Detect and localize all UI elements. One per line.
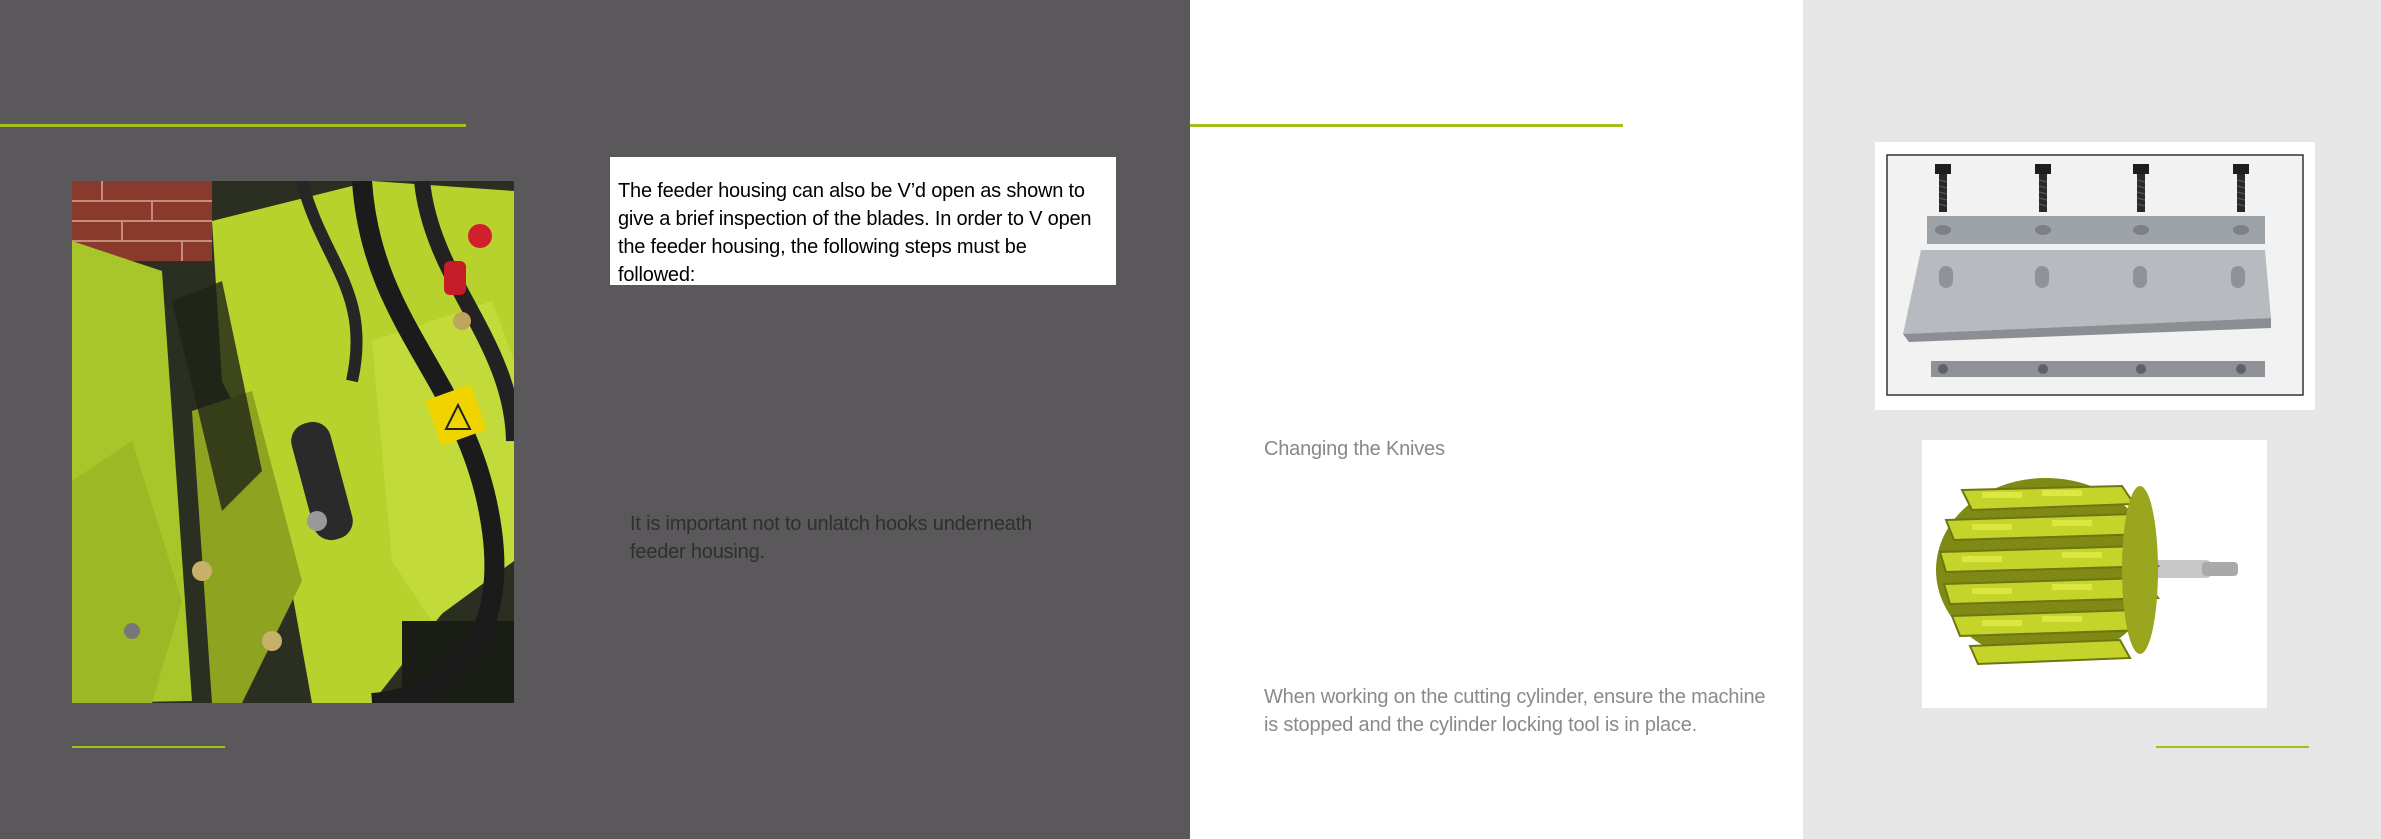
warning-line: feeder housing. xyxy=(630,541,765,563)
caution-line: When working on the cutting cylinder, ensure the machine xyxy=(1264,686,1766,708)
bottom-accent-rule-right xyxy=(2156,746,2309,748)
caution-line: is stopped and the cylinder locking tool is in place. xyxy=(1264,714,1697,736)
cutting-cylinder-photo xyxy=(1922,440,2267,708)
knife-and-bolts-photo xyxy=(1875,142,2315,410)
top-accent-rule-left xyxy=(0,124,466,127)
section-heading: Changing the Knives xyxy=(1264,438,1445,460)
right-panel xyxy=(1803,0,2381,839)
intro-line: the feeder housing, the following steps must be followed: xyxy=(618,236,1027,286)
intro-line: give a brief inspection of the blades. In order to V open xyxy=(618,208,1092,230)
top-accent-rule-middle xyxy=(1190,124,1623,127)
intro-text-box xyxy=(610,157,1116,285)
intro-line: The feeder housing can also be V’d open as shown to xyxy=(618,180,1085,202)
feeder-housing-photo xyxy=(72,181,514,703)
warning-note xyxy=(630,510,1050,566)
caution-note xyxy=(1264,683,1784,739)
warning-line: It is important not to unlatch hooks underneath xyxy=(630,513,1032,535)
bottom-accent-rule-left xyxy=(72,746,225,748)
